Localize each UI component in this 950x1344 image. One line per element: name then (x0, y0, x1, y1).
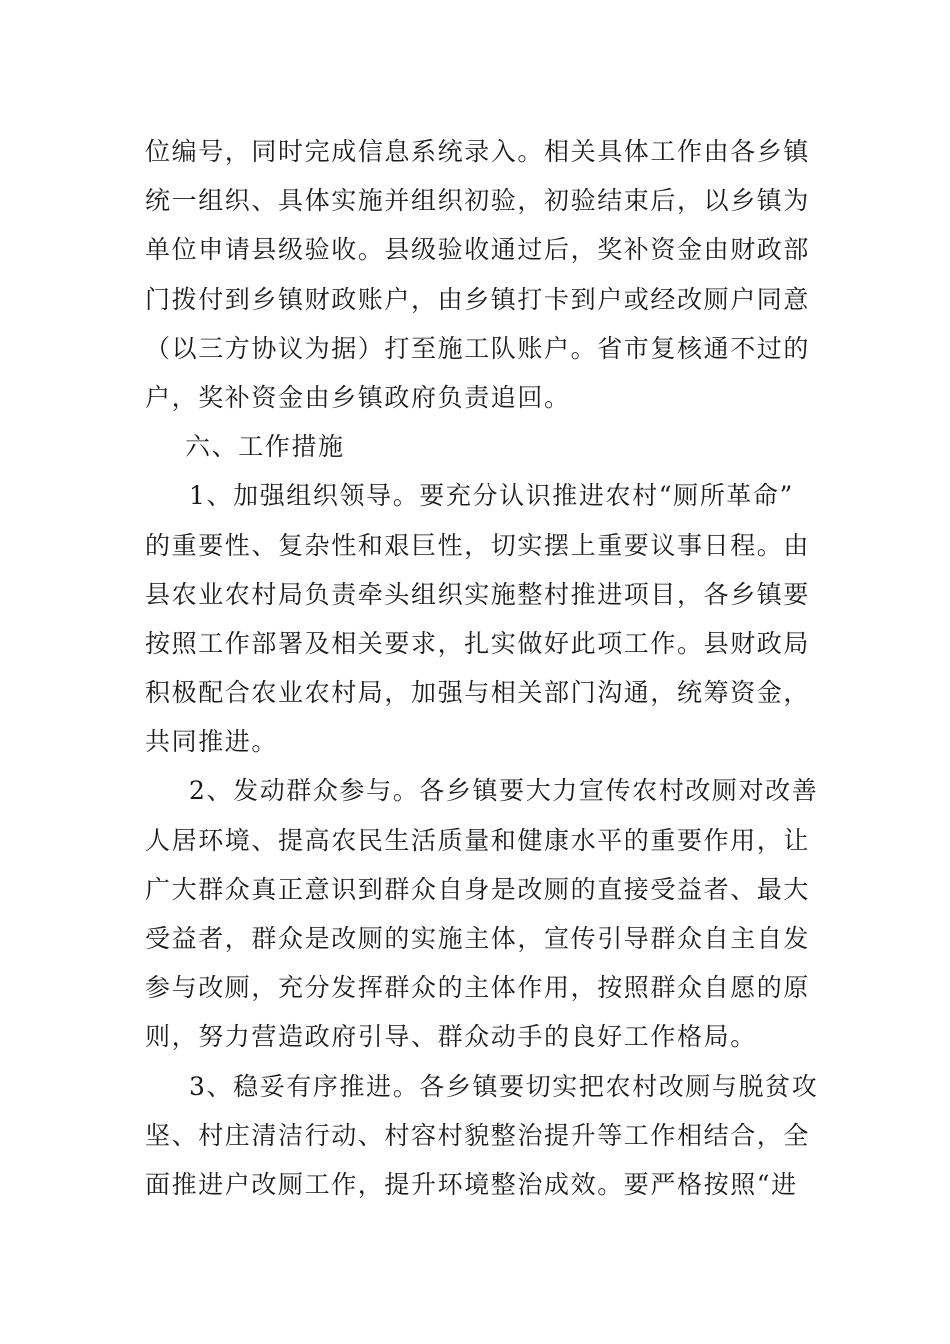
text-line: 2、发动群众参与。各乡镇要大力宣传农村改厕对改善 (189, 776, 819, 806)
text-line: 面推进户改厕工作，提升环境整治成效。要严格按照“进 (145, 1169, 798, 1199)
text-line: 户，奖补资金由乡镇政府负责追回。 (145, 382, 571, 412)
text-line: （以三方协议为据）打至施工队账户。省市复核通不过的 (145, 333, 811, 363)
text-line: 坚、村庄清洁行动、村容村貌整治提升等工作相结合，全 (145, 1120, 811, 1150)
text-line: 3、稳妥有序推进。各乡镇要切实把农村改厕与脱贫攻 (189, 1071, 819, 1101)
text-line: 的重要性、复杂性和艰巨性，切实摆上重要议事日程。由 (145, 530, 811, 560)
text-line: 共同推进。 (145, 727, 279, 757)
document-body (145, 127, 819, 1209)
section-heading: 六、工作措施 (185, 432, 345, 462)
text-line: 参与改厕，充分发挥群众的主体作用，按照群众自愿的原 (145, 973, 811, 1003)
text-line: 统一组织、具体实施并组织初验，初验结束后，以乡镇为 (145, 186, 811, 216)
text-line: 人居环境、提高农民生活质量和健康水平的重要作用，让 (145, 825, 811, 855)
text-line: 位编号，同时完成信息系统录入。相关具体工作由各乡镇 (145, 137, 811, 166)
text-line: 县农业农村局负责牵头组织实施整村推进项目，各乡镇要 (145, 579, 811, 609)
text-line: 广大群众真正意识到群众自身是改厕的直接受益者、最大 (145, 874, 811, 904)
text-line: 门拨付到乡镇财政账户，由乡镇打卡到户或经改厕户同意 (145, 284, 811, 314)
text-line: 单位申请县级验收。县级验收通过后，奖补资金由财政部 (145, 235, 811, 265)
text-line: 积极配合农业农村局，加强与相关部门沟通，统筹资金， (145, 678, 811, 708)
text-line: 则，努力营造政府引导、群众动手的良好工作格局。 (145, 1022, 757, 1052)
text-line: 受益者，群众是改厕的实施主体，宣传引导群众自主自发 (145, 924, 811, 953)
text-line: 按照工作部署及相关要求，扎实做好此项工作。县财政局 (145, 628, 811, 658)
text-line: 1、加强组织领导。要充分认识推进农村“厕所革命” (189, 481, 794, 511)
